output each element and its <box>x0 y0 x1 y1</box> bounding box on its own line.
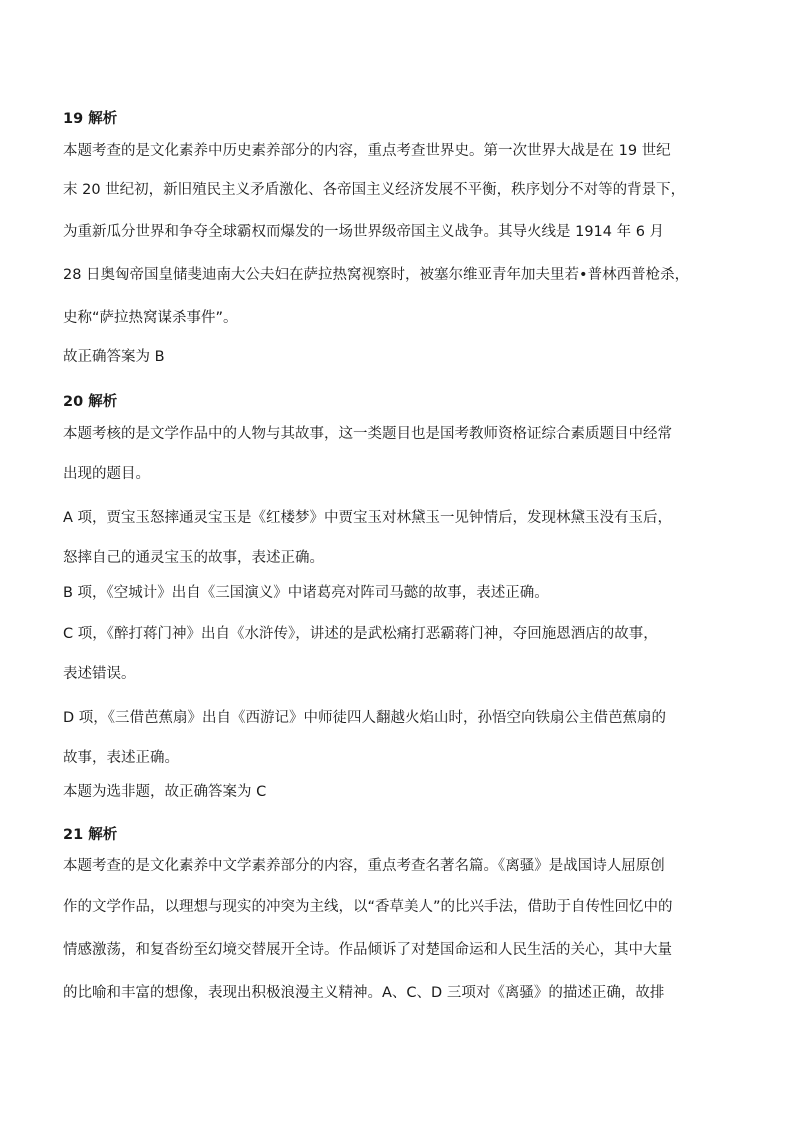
paragraph-line: D 项，《三借芭蕉扇》出自《西游记》中师徒四人翻越火焰山时，孙悟空向铁扇公主借芭蕉扇的 <box>63 710 667 726</box>
paragraph-line: 情感激荡，和复沓纷至幻境交替展开全诗。作品倾诉了对楚国命运和人民生活的关心，其中大量 <box>63 942 672 958</box>
paragraph-line: B 项，《空城计》出自《三国演义》中诸葛亮对阵司马懿的故事，表述正确。 <box>63 585 549 601</box>
section-heading: 21 解析 <box>63 827 118 843</box>
paragraph-line: 本题考查的是文化素养中文学素养部分的内容，重点考查名著名篇。《离骚》是战国诗人屈原创 <box>63 858 665 874</box>
section-heading: 20 解析 <box>63 394 118 410</box>
paragraph-line: 怒摔自己的通灵宝玉的故事，表述正确。 <box>63 550 324 566</box>
paragraph-line: 作的文学作品，以理想与现实的冲突为主线，以“香草美人”的比兴手法，借助于自传性回忆中的 <box>63 899 673 915</box>
paragraph-line: 末 20 世纪初，新旧殖民主义矛盾激化、各帝国主义经济发展不平衡，秩序划分不对等的背景下， <box>63 182 686 198</box>
paragraph-line: 表述错误。 <box>63 666 136 682</box>
paragraph-line: 28 日奥匈帝国皇储斐迪南大公夫妇在萨拉热窝视察时，被塞尔维亚青年加夫里若•普林西普枪杀， <box>63 267 690 283</box>
paragraph-line: A 项，贾宝玉怒摔通灵宝玉是《红楼梦》中贾宝玉对林黛玉一见钟情后，发现林黛玉没有玉后， <box>63 510 673 526</box>
answer-line: 本题为选非题，故正确答案为 C <box>63 784 267 800</box>
paragraph-line: 为重新瓜分世界和争夺全球霸权而爆发的一场世界级帝国主义战争。其导火线是 1914 年 6 月 <box>63 224 665 240</box>
answer-line: 故正确答案为 B <box>63 349 165 365</box>
paragraph-line: 本题考查的是文化素养中历史素养部分的内容，重点考查世界史。第一次世界大战是在 19 世纪 <box>63 143 671 159</box>
paragraph-line: 故事，表述正确。 <box>63 750 179 766</box>
paragraph-line: 出现的题目。 <box>63 466 150 482</box>
paragraph-line: C 项，《醉打蒋门神》出自《水浒传》，讲述的是武松痛打恶霸蒋门神，夺回施恩酒店的故事， <box>63 626 658 642</box>
paragraph-line: 的比喻和丰富的想像，表现出积极浪漫主义精神。A、C、D 三项对《离骚》的描述正确，故排 <box>63 985 665 1001</box>
paragraph-line: 本题考核的是文学作品中的人物与其故事，这一类题目也是国考教师资格证综合素质题目中经常 <box>63 426 672 442</box>
paragraph-line: 史称“萨拉热窝谋杀事件”。 <box>63 310 238 326</box>
section-heading: 19 解析 <box>63 111 118 127</box>
